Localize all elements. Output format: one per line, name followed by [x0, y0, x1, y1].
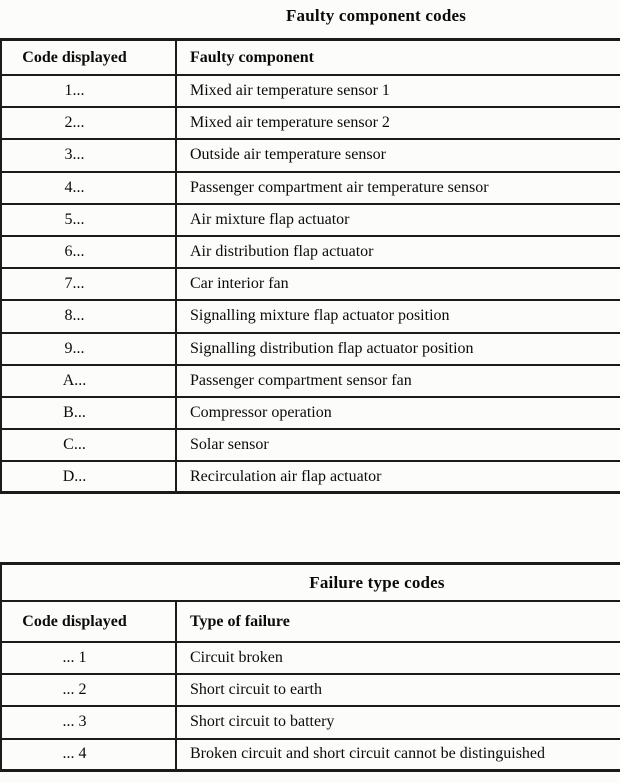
table-header-row: [2, 41, 620, 76]
table-row: [2, 269, 620, 301]
faulty-component-codes-table: [0, 38, 620, 494]
table-row: [2, 707, 620, 739]
column-header-type-of-failure: Type of failure: [190, 612, 290, 630]
component-cell: Signalling mixture flap actuator position: [190, 307, 450, 325]
code-cell: A...: [2, 366, 177, 396]
failure-cell: Broken circuit and short circuit cannot be distinguished: [190, 745, 546, 763]
table-row: [2, 740, 620, 772]
faulty-component-codes-title: Faulty component codes: [285, 6, 467, 25]
code-cell: D...: [2, 462, 177, 491]
code-cell: 1...: [2, 76, 177, 106]
failure-cell: Short circuit to battery: [190, 713, 335, 731]
component-cell: Air distribution flap actuator: [190, 243, 374, 261]
component-cell: Solar sensor: [190, 436, 269, 454]
component-cell: Mixed air temperature sensor 2: [190, 114, 390, 132]
table-row: [2, 301, 620, 333]
table-row: [2, 140, 620, 172]
table-row: [2, 76, 620, 108]
failure-type-codes-table: [0, 562, 620, 772]
table-row: [2, 237, 620, 269]
component-cell: Air mixture flap actuator: [190, 210, 350, 228]
code-cell: ... 1: [2, 643, 177, 673]
code-cell: 9...: [2, 334, 177, 364]
component-cell: Outside air temperature sensor: [190, 146, 386, 164]
table-row: [2, 398, 620, 430]
component-cell: Car interior fan: [190, 275, 289, 293]
component-cell: Recirculation air flap actuator: [190, 467, 382, 485]
failure-type-codes-title: Failure type codes: [2, 565, 620, 602]
component-cell: Passenger compartment air temperature sensor: [190, 178, 489, 196]
component-cell: Signalling distribution flap actuator position: [190, 339, 474, 357]
code-cell: ... 3: [2, 707, 177, 737]
component-cell: Mixed air temperature sensor 1: [190, 82, 390, 100]
code-cell: 4...: [2, 173, 177, 203]
failure-cell: Short circuit to earth: [190, 681, 322, 699]
code-cell: 6...: [2, 237, 177, 267]
code-cell: 2...: [2, 108, 177, 138]
table-row: [2, 430, 620, 462]
table-row: [2, 173, 620, 205]
code-cell: 7...: [2, 269, 177, 299]
component-cell: Passenger compartment sensor fan: [190, 371, 412, 389]
column-header-code-displayed: Code displayed: [2, 41, 177, 74]
table-row: [2, 675, 620, 707]
code-cell: B...: [2, 398, 177, 428]
table-row: [2, 108, 620, 140]
table-row: [2, 366, 620, 398]
table-header-row: [2, 602, 620, 643]
code-cell: 5...: [2, 205, 177, 235]
table-row: [2, 205, 620, 237]
column-header-code-displayed: Code displayed: [2, 602, 177, 641]
table-row: [2, 462, 620, 494]
table-row: [2, 334, 620, 366]
column-header-faulty-component: Faulty component: [190, 48, 314, 66]
code-cell: 8...: [2, 301, 177, 331]
code-cell: ... 4: [2, 740, 177, 769]
component-cell: Compressor operation: [190, 403, 332, 421]
code-cell: C...: [2, 430, 177, 460]
table-row: [2, 643, 620, 675]
failure-cell: Circuit broken: [190, 649, 283, 667]
code-cell: 3...: [2, 140, 177, 170]
code-cell: ... 2: [2, 675, 177, 705]
